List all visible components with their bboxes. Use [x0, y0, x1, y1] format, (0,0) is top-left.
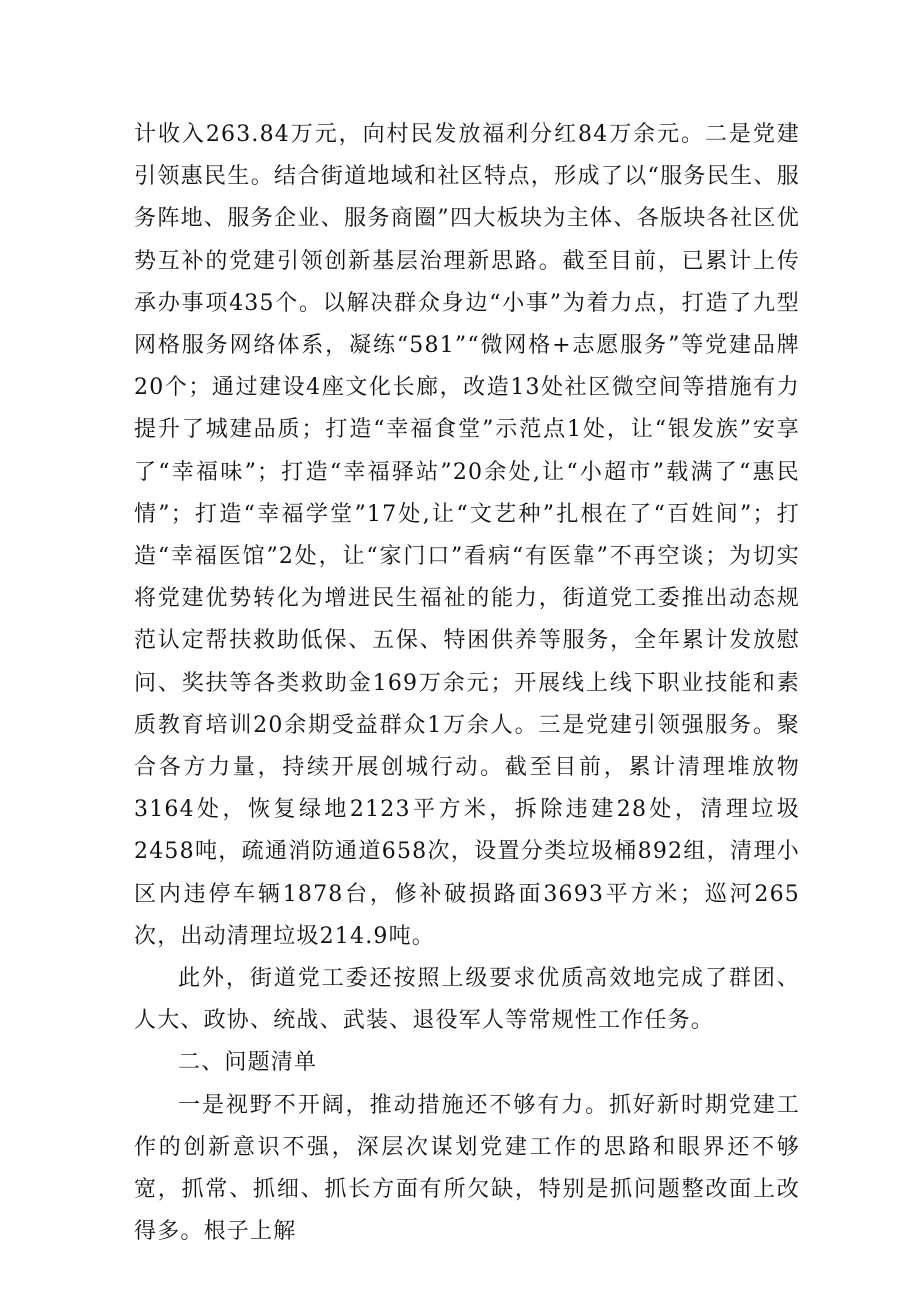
body-paragraph: 此外，街道党工委还按照上级要求优质高效地完成了群团、人大、政协、统战、武装、退役军人等常规性工作任务。	[134, 966, 800, 1034]
body-paragraph: 计收入263.84万元，向村民发放福利分红84万余元。二是党建引领惠民生。结合街道地域和社区特点，形成了以“服务民生、服务阵地、服务企业、服务商圈”四大板块为主体、各版块各社区优势互补的党建引领创新基层治理新思路。截至目前，已累计上传承办事项435个。以解决群众身边“小事”为着力点，打造了九型网格服务网络体系，凝练“581”“微网格+志愿服务”等党建品牌20个；通过建设4座文化长廊，改造13处社区微空间等措施有力提升了城建品质；打造“幸福食堂”示范点1处，让“银发族”安享了“幸福味”；打造“幸福驿站”20余处,让“小超市”载满了“惠民情”；打造“幸福学堂”17处,让“文艺种”扎根在了“百姓间”；打造“幸福医馆”2处，让“家门口”看病“有医靠”不再空谈；为切实将党建优势转化为增进民生福祉的能力，街道党工委推出动态规范认定帮扶救助低保、五保、特困供养等服务，全年累计发放慰问、奖扶等各类救助金169万余元；开展线上线下职业技能和素质教育培训20余期受益群众1万余人。三是党建引领强服务。聚合各方力量，持续开展创城行动。截至目前，累计清理堆放物3164处，恢复绿地2123平方米，拆除违建28处，清理垃圾2458吨，疏通消防通道658次，设置分类垃圾桶892组，清理小区内违停车辆1878台，修补破损路面3693平方米；巡河265次，出动清理垃圾214.9吨。	[134, 122, 800, 949]
document-body	[134, 114, 800, 1253]
body-paragraph: 一是视野不开阔，推动措施还不够有力。抓好新时期党建工作的创新意识不强，深层次谋划党建工作的思路和眼界还不够宽，抓常、抓细、抓长方面有所欠缺，特别是抓问题整改面上改得多。根子上解	[134, 1092, 800, 1245]
section-heading: 二、问题清单	[178, 1050, 318, 1076]
